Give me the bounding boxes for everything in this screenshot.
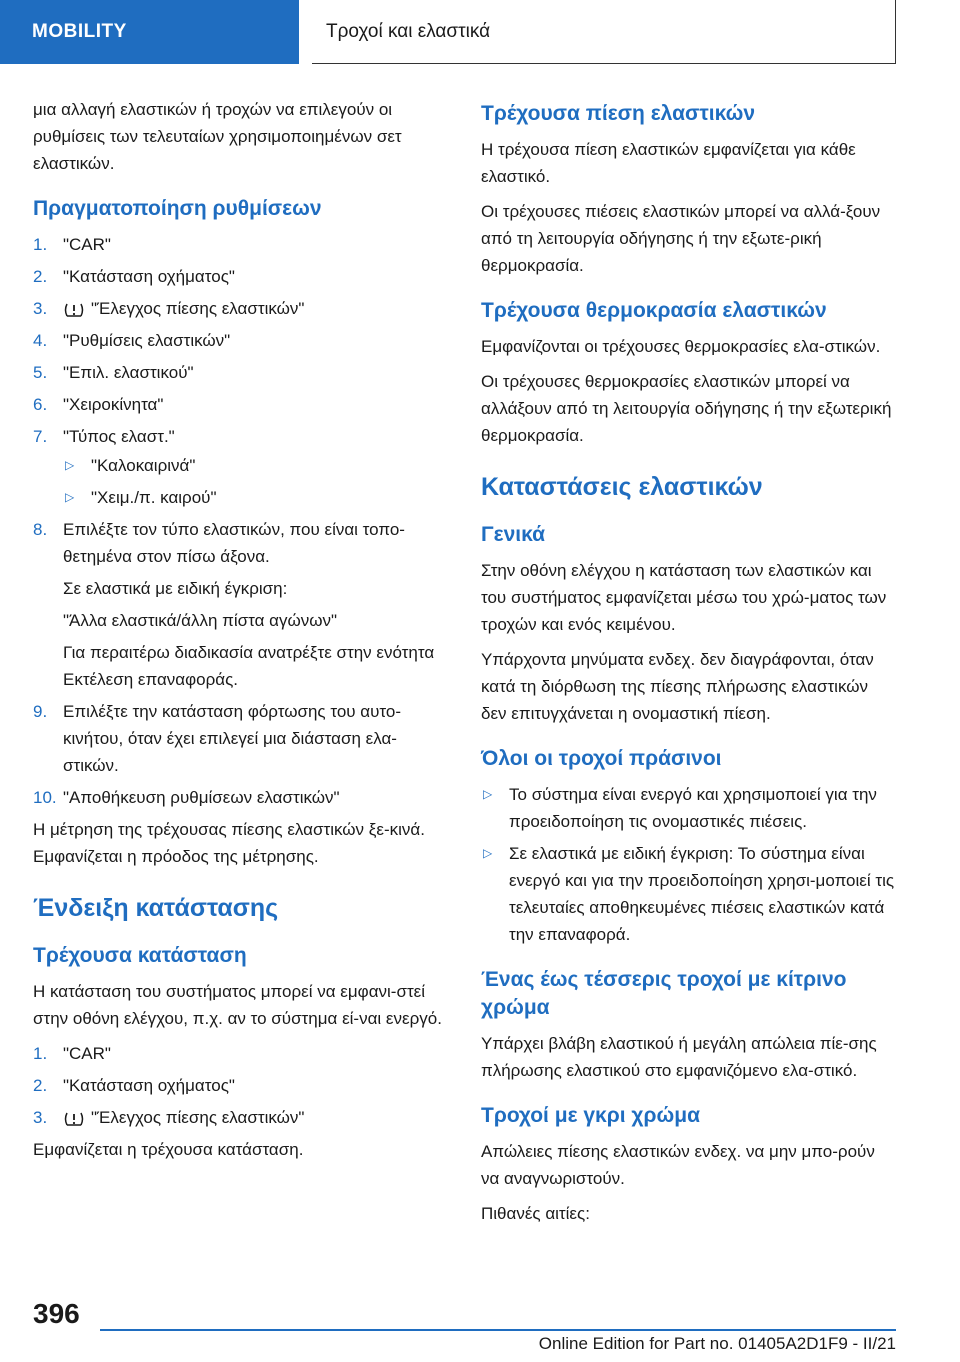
general-paragraph-2: Υπάρχοντα μηνύματα ενδεχ. δεν διαγράφονται, όταν κατά τη διόρθωση της πίεσης πλήρωσης ελαστικών δεν επιτυγχάνεται η ονομαστική πίεση.	[481, 650, 874, 723]
step-number: 10.	[33, 788, 57, 807]
heading-grey-wheels: Τροχοί με γκρι χρώμα	[481, 1104, 700, 1127]
option-text: "Χειμ./π. καιρού"	[91, 488, 217, 507]
step-text: "CAR"	[63, 1044, 111, 1063]
section-header	[312, 0, 896, 64]
step-text: "Χειροκίνητα"	[63, 395, 164, 414]
step-number: 1.	[33, 235, 48, 254]
step-number: 2.	[33, 267, 48, 286]
step-text: "Κατάσταση οχήματος"	[63, 1076, 235, 1095]
step-number: 4.	[33, 331, 48, 350]
general-paragraph-1: Στην οθόνη ελέγχου η κατάσταση των ελαστικών και του συστήματος εμφανίζεται μέσω του χρώ‐ματος των τροχών και ενός κειμένου.	[481, 561, 887, 634]
list-item	[33, 391, 445, 418]
temperature-paragraph-2: Οι τρέχουσες θερμοκρασίες ελαστικών μπορεί να αλλάξουν από τη λειτουργία οδήγησης ή την εξωτερική θερμοκρασία.	[481, 372, 892, 445]
intro-paragraph: μια αλλαγή ελαστικών ή τροχών να επιλεγούν οι ρυθμίσεις των τελευταίων χρησιμοποιημένων σετ ελαστικών.	[33, 100, 402, 173]
heading-current-status: Τρέχουσα κατάσταση	[33, 944, 247, 967]
item-text: Σε ελαστικά με ειδική έγκριση: Το σύστημα είναι ενεργό και για την προειδοποίηση χρησι‐μοποιεί τις τελευταίες αποθηκευμένες πιέσεις ελαστικών κατά την επαναφορά.	[509, 844, 895, 944]
status-steps	[33, 1040, 445, 1131]
list-item	[63, 452, 445, 479]
heading-all-green: Όλοι οι τροχοί πράσινοι	[481, 747, 722, 770]
list-item	[33, 698, 445, 779]
footer-divider	[100, 1329, 896, 1331]
heading-status-display: Ένδειξη κατάστασης	[33, 894, 279, 922]
heading-tire-status: Καταστάσεις ελαστικών	[481, 473, 763, 501]
list-item	[33, 1104, 445, 1131]
page-number: 396	[33, 1298, 80, 1329]
step-number: 7.	[33, 427, 48, 446]
list-item	[33, 359, 445, 386]
step-text: "Ρυθμίσεις ελαστικών"	[63, 331, 231, 350]
triangle-right-icon: ▷	[65, 490, 75, 504]
list-item	[33, 263, 445, 290]
list-item	[33, 784, 445, 811]
temperature-paragraph-1: Εμφανίζονται οι τρέχουσες θερμοκρασίες ελα‐στικών.	[481, 337, 881, 356]
option-text: "Καλοκαιρινά"	[91, 456, 196, 475]
step-text: "Αποθήκευση ρυθμίσεων ελαστικών"	[63, 788, 340, 807]
step-number: 9.	[33, 702, 48, 721]
step-note: "Άλλα ελαστικά/άλλη πίστα αγώνων"	[63, 611, 338, 630]
step-text: "CAR"	[63, 235, 111, 254]
step-number: 6.	[33, 395, 48, 414]
yellow-paragraph: Υπάρχει βλάβη ελαστικού ή μεγάλη απώλεια πίε‐σης πλήρωσης ελαστικού στο εμφανιζόμενο ελα‐στικό.	[481, 1034, 877, 1080]
step-note: Σε ελαστικά με ειδική έγκριση:	[63, 579, 288, 598]
list-item	[33, 1072, 445, 1099]
step-number: 2.	[33, 1076, 48, 1095]
right-column	[481, 96, 897, 1235]
step-number: 1.	[33, 1044, 48, 1063]
list-item	[33, 1040, 445, 1067]
step-text: Επιλέξτε την κατάσταση φόρτωσης του αυτο‐κινήτου, όταν έχει επιλεγεί μια διάσταση ελα‐στικών.	[63, 702, 402, 775]
settings-steps	[33, 231, 445, 811]
pressure-paragraph-1: Η τρέχουσα πίεση ελαστικών εμφανίζεται για κάθε ελαστικό.	[481, 140, 856, 186]
pressure-paragraph-2: Οι τρέχουσες πιέσεις ελαστικών μπορεί να αλλά‐ξουν από τη λειτουργία οδήγησης ή την εξωτε‐ρική θερμοκρασία.	[481, 202, 881, 275]
step-number: 5.	[33, 363, 48, 382]
heading-current-temperature: Τρέχουσα θερμοκρασία ελαστικών	[481, 299, 827, 322]
list-item	[481, 781, 897, 835]
tire-type-options	[63, 452, 445, 511]
heading-settings: Πραγματοποίηση ρυθμίσεων	[33, 197, 322, 220]
list-item	[33, 231, 445, 258]
heading-current-pressure: Τρέχουσα πίεση ελαστικών	[481, 102, 755, 125]
list-item	[481, 840, 897, 948]
triangle-right-icon: ▷	[483, 846, 493, 860]
status-end-paragraph: Εμφανίζεται η τρέχουσα κατάσταση.	[33, 1140, 304, 1159]
list-item	[33, 423, 445, 511]
chapter-tab	[0, 0, 299, 64]
step-text: Επιλέξτε τον τύπο ελαστικών, που είναι τοπο‐θετημένα στον πίσω άξονα.	[63, 520, 405, 566]
heading-general: Γενικά	[481, 523, 546, 546]
tire-pressure-warning-icon	[63, 301, 85, 319]
heading-yellow-wheels: Ένας έως τέσσερις τροχοί με κίτρινο χρώμα	[481, 968, 847, 1019]
step-number: 3.	[33, 1108, 48, 1127]
measurement-paragraph: Η μέτρηση της τρέχουσας πίεσης ελαστικών ξε‐κινά. Εμφανίζεται η πρόοδος της μέτρησης.	[33, 820, 425, 866]
step-text: "Επιλ. ελαστικού"	[63, 363, 194, 382]
triangle-right-icon: ▷	[483, 787, 493, 801]
grey-paragraph-1: Απώλειες πίεσης ελαστικών ενδεχ. να μην μπο‐ρούν να αναγνωριστούν.	[481, 1142, 875, 1188]
step-text: "Κατάσταση οχήματος"	[63, 267, 235, 286]
left-column	[33, 96, 445, 1171]
list-item	[33, 516, 445, 693]
green-status-list	[481, 781, 897, 948]
step-note: Για περαιτέρω διαδικασία ανατρέξτε στην ενότητα Εκτέλεση επαναφοράς.	[63, 643, 435, 689]
step-number: 3.	[33, 299, 48, 318]
grey-paragraph-2: Πιθανές αιτίες:	[481, 1204, 590, 1223]
list-item	[33, 295, 445, 322]
list-item	[63, 484, 445, 511]
section-title: Τροχοί και ελαστικά	[326, 20, 491, 42]
chapter-tab-label: MOBILITY	[32, 21, 127, 42]
tire-pressure-warning-icon	[63, 1110, 85, 1128]
item-text: Το σύστημα είναι ενεργό και χρησιμοποιεί για την προειδοποίηση τις ονομαστικές πιέσεις.	[509, 785, 877, 831]
list-item	[33, 327, 445, 354]
step-text: "Έλεγχος πίεσης ελαστικών"	[91, 299, 305, 318]
edition-text: Online Edition for Part no. 01405A2D1F9 - II/21	[538, 1334, 896, 1353]
triangle-right-icon: ▷	[65, 458, 75, 472]
step-text: "Έλεγχος πίεσης ελαστικών"	[91, 1108, 305, 1127]
status-paragraph: Η κατάσταση του συστήματος μπορεί να εμφανι‐στεί στην οθόνη ελέγχου, π.χ. αν το σύστημα εί‐ναι ενεργό.	[33, 982, 442, 1028]
step-text: "Τύπος ελαστ."	[63, 427, 175, 446]
step-number: 8.	[33, 520, 48, 539]
